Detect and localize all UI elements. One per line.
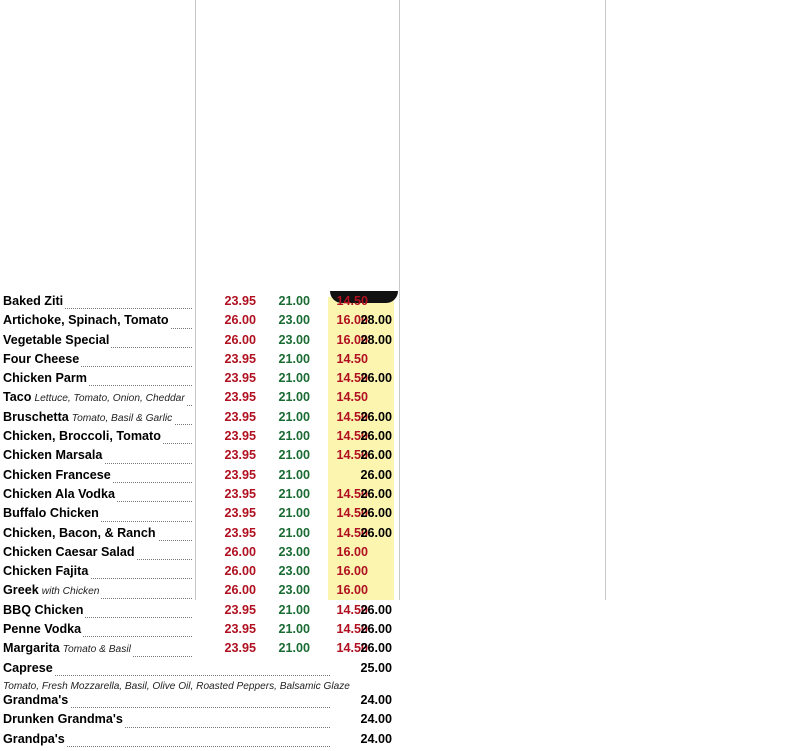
- table-row: [0, 545, 398, 564]
- row-name-group: [3, 468, 111, 482]
- item-name: BBQ Chicken: [3, 602, 84, 617]
- price-medium: 21.00: [278, 525, 310, 540]
- table-row: [0, 732, 398, 751]
- item-name: Chicken, Bacon, & Ranch: [3, 525, 156, 540]
- price-highlight: 24.00: [360, 712, 392, 727]
- price-large: 23.95: [224, 390, 256, 405]
- price-medium: 21.00: [278, 390, 310, 405]
- price-large: 23.95: [224, 467, 256, 482]
- price-medium: 21.00: [278, 506, 310, 521]
- price-highlight: 28.00: [360, 313, 392, 328]
- item-name: Penne Vodka: [3, 622, 82, 637]
- price-highlight: 26.00: [360, 525, 392, 540]
- table-row: [0, 448, 398, 467]
- row-name-group: [3, 294, 63, 308]
- table-row: [0, 410, 398, 429]
- price-large: 26.00: [224, 564, 256, 579]
- row-name-group: [3, 545, 135, 559]
- row-name-group: [3, 313, 169, 327]
- item-name: Greek: [3, 583, 39, 598]
- price-medium: 21.00: [278, 409, 310, 424]
- row-name-group: [3, 487, 115, 501]
- item-name: Chicken Marsala: [3, 448, 103, 463]
- price-large: 23.95: [224, 429, 256, 444]
- price-highlight: 26.00: [360, 486, 392, 501]
- price-small: 14.50: [336, 602, 368, 617]
- price-large: 23.95: [224, 486, 256, 501]
- price-large: 26.00: [224, 313, 256, 328]
- price-highlight: 26.00: [360, 429, 392, 444]
- item-name: Chicken Parm: [3, 371, 87, 386]
- table-row: [0, 661, 398, 680]
- price-table-rows: [0, 294, 398, 751]
- price-small: 14.50: [336, 525, 368, 540]
- row-name-group: [3, 603, 83, 617]
- price-small: 14.50: [336, 351, 368, 366]
- price-large: 23.95: [224, 351, 256, 366]
- price-large: 23.95: [224, 294, 256, 308]
- item-description: Lettuce, Tomato, Onion, Cheddar: [34, 393, 185, 405]
- item-name: Grandpa's: [3, 731, 65, 746]
- item-name: Taco: [3, 390, 32, 405]
- price-highlight: 26.00: [360, 371, 392, 386]
- price-large: 23.95: [224, 622, 256, 637]
- row-name-group: [3, 526, 156, 540]
- price-medium: 21.00: [278, 351, 310, 366]
- price-large: 26.00: [224, 544, 256, 559]
- row-name-group: [3, 661, 53, 675]
- price-small: 16.00: [336, 564, 368, 579]
- table-row: [0, 564, 398, 583]
- row-name-group: [3, 732, 65, 746]
- table-row: [0, 693, 398, 712]
- column-divider-2: [399, 0, 400, 600]
- row-name-group: [3, 429, 161, 443]
- item-name: Bruschetta: [3, 409, 69, 424]
- specialty-price-table: [0, 294, 398, 746]
- price-highlight: 26.00: [360, 409, 392, 424]
- price-medium: 21.00: [278, 641, 310, 656]
- price-medium: 21.00: [278, 294, 310, 308]
- item-name: Margarita: [3, 641, 60, 656]
- table-row: [0, 603, 398, 622]
- item-name: Chicken Francese: [3, 467, 111, 482]
- table-row: [0, 352, 398, 371]
- table-row: [0, 487, 398, 506]
- price-large: 23.95: [224, 371, 256, 386]
- price-small: 16.00: [336, 313, 368, 328]
- item-name: Buffalo Chicken: [3, 506, 99, 521]
- price-large: 26.00: [224, 583, 256, 598]
- price-small: 14.50: [336, 486, 368, 501]
- price-medium: 23.00: [278, 313, 310, 328]
- price-medium: 21.00: [278, 371, 310, 386]
- item-name: Caprese: [3, 660, 53, 675]
- price-highlight: 26.00: [360, 641, 392, 656]
- row-name-group: [3, 371, 87, 385]
- item-name: Chicken Caesar Salad: [3, 544, 135, 559]
- price-small: 14.50: [336, 371, 368, 386]
- table-row: [0, 294, 398, 313]
- price-medium: 23.00: [278, 583, 310, 598]
- table-row: [0, 526, 398, 545]
- price-medium: 21.00: [278, 602, 310, 617]
- price-medium: 21.00: [278, 467, 310, 482]
- item-name: Grandma's: [3, 692, 69, 707]
- table-row: [0, 641, 398, 660]
- row-name-group: [3, 583, 99, 597]
- table-row: [0, 468, 398, 487]
- item-name: Chicken Ala Vodka: [3, 486, 115, 501]
- row-name-group: [3, 622, 81, 636]
- item-name: Chicken, Broccoli, Tomato: [3, 429, 161, 444]
- table-row: [0, 583, 398, 602]
- price-small: 14.50: [336, 641, 368, 656]
- price-small: 14.50: [336, 429, 368, 444]
- table-row: [0, 429, 398, 448]
- item-description: Tomato, Fresh Mozzarella, Basil, Olive Oil, Roasted Peppers, Balsamic Glaze: [3, 680, 350, 692]
- price-large: 23.95: [224, 602, 256, 617]
- table-row: [0, 390, 398, 409]
- item-name: Chicken Fajita: [3, 564, 89, 579]
- item-name: Baked Ziti: [3, 294, 64, 308]
- price-highlight: 24.00: [360, 731, 392, 746]
- price-highlight: 26.00: [360, 467, 392, 482]
- row-name-group: [3, 390, 185, 404]
- column-divider-3: [605, 0, 606, 600]
- price-small: 16.00: [336, 332, 368, 347]
- row-name-group: [3, 712, 123, 726]
- price-highlight: 26.00: [360, 622, 392, 637]
- price-small: 14.50: [336, 409, 368, 424]
- item-name: Artichoke, Spinach, Tomato: [3, 313, 169, 328]
- price-small: 14.50: [336, 506, 368, 521]
- row-name-group: [3, 564, 88, 578]
- price-large: 23.95: [224, 641, 256, 656]
- item-description: Tomato & Basil: [62, 644, 131, 656]
- table-row: [0, 371, 398, 390]
- price-medium: 23.00: [278, 544, 310, 559]
- table-row: [0, 333, 398, 352]
- price-highlight: 24.00: [360, 692, 392, 707]
- price-medium: 21.00: [278, 486, 310, 501]
- item-description: with Chicken: [41, 586, 100, 598]
- row-name-group: [3, 693, 68, 707]
- item-name: Vegetable Special: [3, 332, 110, 347]
- price-small: 14.50: [336, 390, 368, 405]
- row-name-group: [3, 641, 131, 655]
- price-small: 14.50: [336, 622, 368, 637]
- table-row: [0, 712, 398, 731]
- table-row: [0, 622, 398, 641]
- price-highlight: 26.00: [360, 448, 392, 463]
- item-description: Tomato, Basil & Garlic: [71, 412, 173, 424]
- item-name: Drunken Grandma's: [3, 712, 123, 727]
- row-name-group: [3, 448, 102, 462]
- row-name-group: [3, 352, 79, 366]
- price-medium: 23.00: [278, 332, 310, 347]
- price-medium: 21.00: [278, 448, 310, 463]
- price-highlight: 28.00: [360, 332, 392, 347]
- price-large: 23.95: [224, 506, 256, 521]
- price-large: 23.95: [224, 525, 256, 540]
- price-medium: 21.00: [278, 429, 310, 444]
- price-large: 23.95: [224, 448, 256, 463]
- row-name-group: [3, 410, 172, 424]
- price-highlight: 26.00: [360, 602, 392, 617]
- price-large: 23.95: [224, 409, 256, 424]
- table-row: [0, 506, 398, 525]
- price-highlight: 26.00: [360, 506, 392, 521]
- price-small: 16.00: [336, 583, 368, 598]
- price-highlight: 25.00: [360, 660, 392, 675]
- price-medium: 23.00: [278, 564, 310, 579]
- item-name: Four Cheese: [3, 351, 80, 366]
- row-name-group: [3, 333, 109, 347]
- price-small: 16.00: [336, 544, 368, 559]
- price-large: 26.00: [224, 332, 256, 347]
- price-small: 14.50: [336, 294, 368, 308]
- price-medium: 21.00: [278, 622, 310, 637]
- row-name-group: [3, 506, 99, 520]
- price-small: 14.50: [336, 448, 368, 463]
- table-row: [0, 313, 398, 332]
